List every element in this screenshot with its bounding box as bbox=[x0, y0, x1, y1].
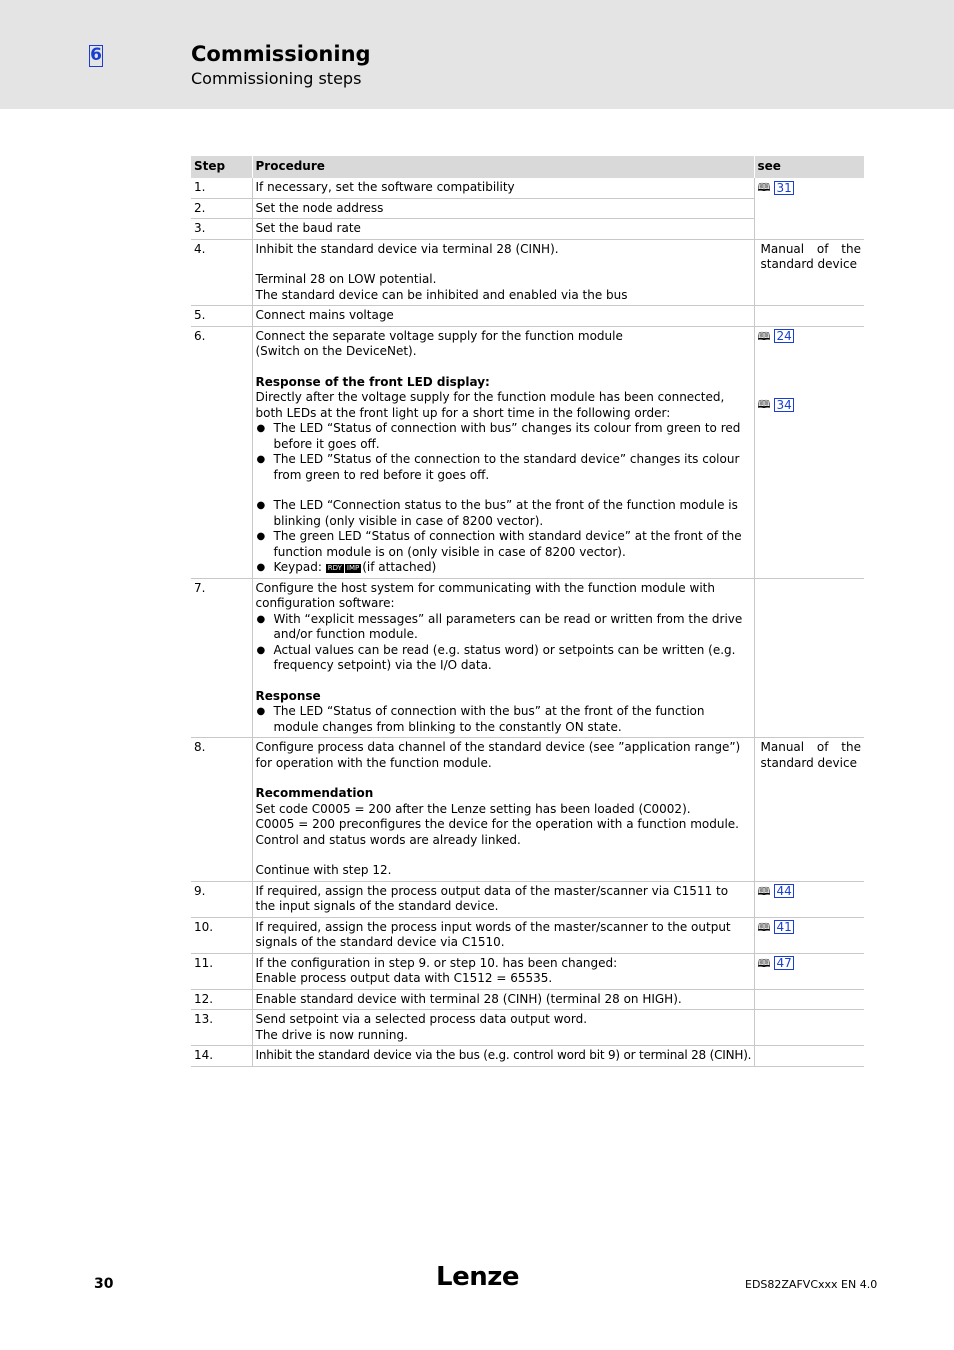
procedure-line: Set code C0005 = 200 after the Lenze setting has been loaded (C0002). bbox=[255, 801, 691, 816]
list-item: ● The green LED “Status of connection with standard device” at the front of the function module is on (only visible in case of 8200 vector). bbox=[256, 529, 751, 560]
page-reference bbox=[758, 884, 794, 900]
book-icon: 🕮 bbox=[757, 398, 771, 411]
page-link[interactable]: 47 bbox=[776, 956, 792, 971]
page-link[interactable]: 34 bbox=[776, 397, 792, 412]
bullet-list bbox=[256, 421, 751, 483]
procedure-text bbox=[252, 198, 754, 219]
column-header-step: Step bbox=[191, 156, 252, 178]
table-header-row bbox=[191, 156, 864, 178]
page-link[interactable]: 44 bbox=[776, 884, 792, 899]
table-row bbox=[191, 881, 864, 917]
commissioning-steps-table bbox=[191, 156, 865, 1067]
table-row bbox=[191, 1046, 864, 1067]
page-number: 30 bbox=[94, 1276, 114, 1292]
page-reference bbox=[758, 329, 794, 345]
procedure-line: Connect mains voltage bbox=[255, 308, 394, 322]
step-number: 5. bbox=[191, 306, 252, 327]
see-cell bbox=[754, 953, 864, 989]
procedure-line: If necessary, set the software compatibility bbox=[255, 180, 515, 194]
table-row bbox=[191, 917, 864, 953]
list-item: ● The LED “Status of connection with bus” changes its colour from green to red before it goes off. bbox=[256, 421, 751, 452]
procedure-line: Enable process output data with C1512 = 65535. bbox=[255, 971, 553, 985]
list-item-keypad bbox=[256, 560, 751, 576]
procedure-text bbox=[252, 178, 754, 198]
procedure-text bbox=[252, 578, 754, 738]
procedure-paragraph: Configure the host system for communicating with the function module with configuration software: bbox=[255, 580, 715, 610]
step-number: 11. bbox=[191, 953, 252, 989]
table-row bbox=[191, 738, 864, 882]
keypad-note: (if attached) bbox=[362, 560, 437, 574]
step-number: 2. bbox=[191, 198, 252, 219]
procedure-text bbox=[252, 953, 754, 989]
page-subtitle: Commissioning steps bbox=[191, 69, 362, 88]
see-cell bbox=[754, 989, 864, 1010]
see-cell bbox=[754, 578, 864, 738]
procedure-line: The standard device can be inhibited and enabled via the bus bbox=[255, 287, 628, 302]
section-heading: Response bbox=[255, 688, 321, 703]
procedure-text bbox=[252, 306, 754, 327]
list-item: ● The LED “Status of connection with the bus” at the front of the function module changes from blinking to the constantly ON state. bbox=[256, 704, 751, 735]
procedure-line: Inhibit the standard device via terminal 28 (CINH). bbox=[255, 241, 559, 256]
list-item: ● The LED ”Status of the connection to the standard device” changes its colour from green to red before it goes off. bbox=[256, 452, 751, 483]
step-number: 12. bbox=[191, 989, 252, 1010]
procedure-line: If required, assign the process output data of the master/scanner via C1511 to the input signals of the standard device. bbox=[255, 883, 729, 913]
page-link[interactable]: 41 bbox=[776, 920, 792, 935]
procedure-line: Terminal 28 on LOW potential. bbox=[255, 272, 437, 286]
procedure-text bbox=[252, 989, 754, 1010]
page-reference bbox=[758, 920, 794, 936]
column-header-see: see bbox=[754, 156, 864, 178]
manual-reference: Manual of the standard device bbox=[760, 740, 861, 770]
procedure-text bbox=[252, 326, 754, 578]
step-number: 10. bbox=[191, 917, 252, 953]
see-cell bbox=[754, 239, 864, 306]
table-row bbox=[191, 1010, 864, 1046]
keypad-rdy-indicator: RDY bbox=[327, 564, 342, 572]
page-link[interactable]: 24 bbox=[776, 329, 792, 344]
book-icon: 🕮 bbox=[757, 329, 771, 343]
procedure-line: (Switch on the DeviceNet). bbox=[255, 344, 417, 358]
table-row bbox=[191, 326, 864, 578]
document-id: EDS82ZAFVCxxx EN 4.0 bbox=[745, 1278, 878, 1291]
list-item: ● With “explicit messages” all parameters can be read or written from the drive and/or function module. bbox=[256, 612, 751, 643]
procedure-line: Inhibit the standard device via the bus (e.g. control word bit 9) or terminal 28 (CINH). bbox=[255, 1048, 752, 1062]
list-item: ● The LED “Connection status to the bus” at the front of the function module is blinking (only visible in case of 8200 vector). bbox=[256, 498, 751, 529]
table-row bbox=[191, 178, 864, 198]
see-cell bbox=[754, 738, 864, 882]
page-title: Commissioning bbox=[191, 42, 371, 66]
keypad-label: Keypad: bbox=[273, 560, 322, 574]
bullet-list bbox=[256, 612, 751, 674]
page-reference bbox=[758, 956, 794, 972]
step-number: 7. bbox=[191, 578, 252, 738]
table-row bbox=[191, 953, 864, 989]
procedure-text bbox=[252, 1046, 754, 1067]
procedure-line: C0005 = 200 preconfigures the device for the operation with a function module. bbox=[255, 817, 739, 831]
procedure-line: Set the node address bbox=[255, 200, 384, 215]
step-number: 13. bbox=[191, 1010, 252, 1046]
book-icon: 🕮 bbox=[757, 884, 771, 898]
procedure-line: Control and status words are already linked. bbox=[255, 832, 521, 847]
procedure-text bbox=[252, 881, 754, 917]
procedure-line: Enable standard device with terminal 28 (CINH) (terminal 28 on HIGH). bbox=[255, 991, 682, 1006]
table-row bbox=[191, 989, 864, 1010]
procedure-line: Set the baud rate bbox=[255, 221, 361, 235]
page-reference bbox=[758, 180, 794, 196]
keypad-imp-indicator: IMP bbox=[346, 564, 360, 572]
manual-reference: Manual of the standard device bbox=[760, 241, 861, 271]
procedure-text bbox=[252, 1010, 754, 1046]
see-cell bbox=[754, 1046, 864, 1067]
procedure-text bbox=[252, 917, 754, 953]
step-number: 6. bbox=[191, 326, 252, 578]
bullet-list bbox=[256, 704, 751, 735]
see-cell bbox=[754, 326, 864, 578]
procedure-line: If required, assign the process input words of the master/scanner to the output signals of the standard device via C1510. bbox=[255, 919, 731, 949]
procedure-text bbox=[252, 738, 754, 882]
step-number: 9. bbox=[191, 881, 252, 917]
procedure-text bbox=[252, 239, 754, 306]
step-number: 1. bbox=[191, 178, 252, 198]
book-icon: 🕮 bbox=[757, 181, 771, 194]
procedure-paragraph: Configure process data channel of the standard device (see ”application range”) for operation with the function module. bbox=[255, 740, 741, 770]
step-number: 14. bbox=[191, 1046, 252, 1067]
see-cell bbox=[754, 881, 864, 917]
column-header-procedure: Procedure bbox=[252, 156, 754, 178]
table-row bbox=[191, 578, 864, 738]
procedure-paragraph: Directly after the voltage supply for the function module has been connected, both LEDs at the front light up for a short time in the following order: bbox=[255, 390, 725, 420]
section-heading: Response of the front LED display: bbox=[255, 374, 490, 389]
page-link[interactable]: 31 bbox=[776, 180, 792, 195]
procedure-line: If the configuration in step 9. or step 10. has been changed: bbox=[255, 955, 618, 970]
book-icon: 🕮 bbox=[757, 920, 771, 934]
page-reference bbox=[758, 397, 794, 413]
step-number: 4. bbox=[191, 239, 252, 306]
step-number: 8. bbox=[191, 738, 252, 882]
procedure-text bbox=[252, 219, 754, 240]
section-heading: Recommendation bbox=[255, 786, 374, 800]
list-item: ● Actual values can be read (e.g. status word) or setpoints can be written (e.g. frequency setpoint) via the I/O data. bbox=[256, 643, 751, 674]
table-row bbox=[191, 306, 864, 327]
table-row bbox=[191, 239, 864, 306]
procedure-line: The drive is now running. bbox=[255, 1027, 408, 1042]
book-icon: 🕮 bbox=[757, 956, 771, 970]
chapter-number[interactable]: 6 bbox=[90, 45, 102, 65]
procedure-line: Continue with step 12. bbox=[255, 863, 392, 877]
see-cell bbox=[754, 1010, 864, 1046]
lenze-logo: Lenze bbox=[436, 1262, 519, 1292]
see-cell bbox=[754, 178, 864, 239]
bullet-list bbox=[256, 498, 751, 576]
step-number: 3. bbox=[191, 219, 252, 240]
header-band bbox=[0, 0, 954, 109]
procedure-line: Send setpoint via a selected process data output word. bbox=[255, 1012, 588, 1026]
procedure-line: Connect the separate voltage supply for the function module bbox=[255, 328, 623, 343]
see-cell bbox=[754, 917, 864, 953]
see-cell bbox=[754, 306, 864, 327]
